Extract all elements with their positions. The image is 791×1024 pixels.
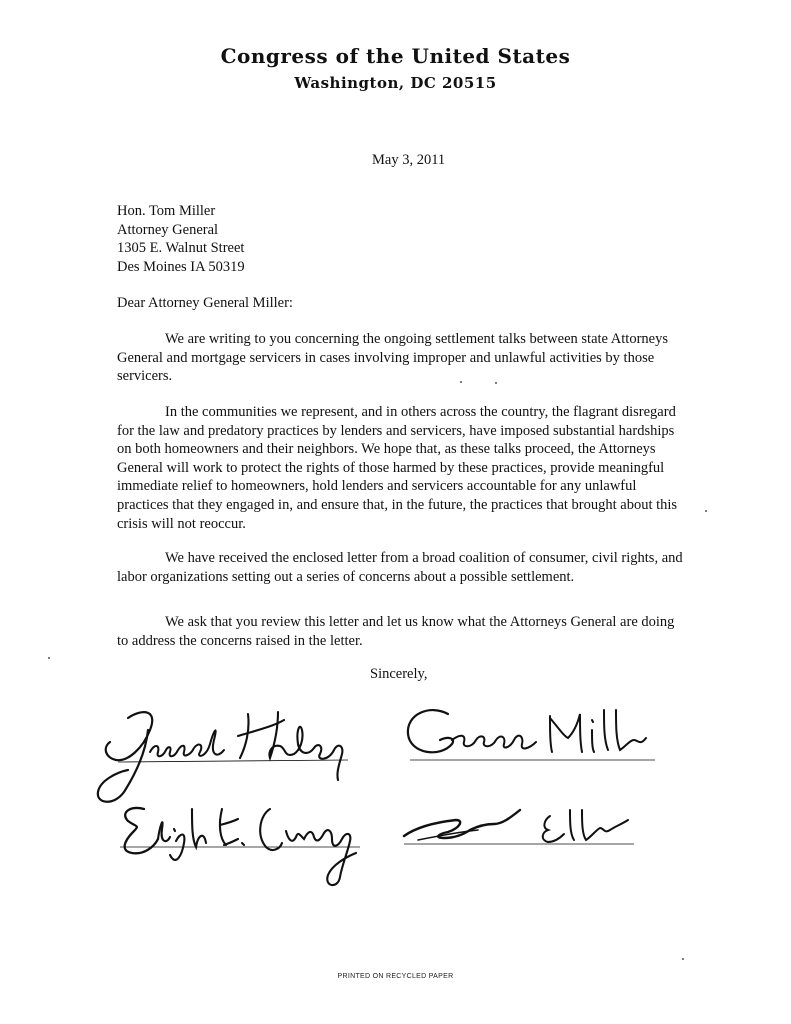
recipient-name: Hon. Tom Miller xyxy=(117,203,216,219)
letter-date: May 3, 2011 xyxy=(372,152,446,168)
recipient-street: 1305 E. Walnut Street xyxy=(117,240,245,256)
body-paragraph-1: We are writing to you concerning the ongoing settlement talks between state Attorneys General and mortgage servicers in cases involving improper and unlawful activities by those servicers. xyxy=(117,331,668,385)
signature-miller xyxy=(400,700,660,770)
signature-miller-graphic xyxy=(400,700,660,770)
recycled-paper-footer: PRINTED ON RECYCLED PAPER xyxy=(337,973,454,980)
body-paragraph-2: In the communities we represent, and in others across the country, the flagrant disregard for the law and predatory practices by lenders and servicers, have imposed substantial hardships on both homeowners and their neighbors. We hope that, as these talks proceed, the Attorneys General will work to protect the rights of those harmed by these practices, provide meaningful immediate relief to homeowners, hold lenders and servicers accountable for any unlawful practices that they engaged in, and ensure that, in the future, the practices that brought about this crisis will not reoccur. xyxy=(117,404,678,532)
body-paragraph-3: We have received the enclosed letter from a broad coalition of consumer, civil rights, and labor organizations setting out a series of concerns about a possible settlement. xyxy=(117,550,683,585)
signature-ellsworth xyxy=(398,800,638,860)
salutation: Dear Attorney General Miller: xyxy=(117,295,293,311)
scan-speck xyxy=(48,657,50,659)
scan-speck xyxy=(460,381,462,383)
body-paragraph-4: We ask that you review this letter and let us know what the Attorneys General are doing to address the concerns raised in the letter. xyxy=(117,614,675,649)
recipient-city: Des Moines IA 50319 xyxy=(117,258,245,275)
recipient-address xyxy=(117,202,245,276)
closing: Sincerely, xyxy=(370,666,428,682)
letterhead-title: Congress of the United States xyxy=(220,44,571,68)
scan-speck xyxy=(495,382,497,384)
scan-speck xyxy=(682,958,684,960)
signature-nadler-graphic xyxy=(88,700,368,810)
signature-cummings xyxy=(110,795,370,895)
letterhead-city: Washington, DC 20515 xyxy=(294,74,497,92)
signature-ellsworth-graphic xyxy=(398,800,638,860)
scan-speck xyxy=(705,510,707,512)
signature-cummings-graphic xyxy=(110,795,370,895)
recipient-title: Attorney General xyxy=(117,221,219,238)
signature-nadler xyxy=(88,700,368,810)
